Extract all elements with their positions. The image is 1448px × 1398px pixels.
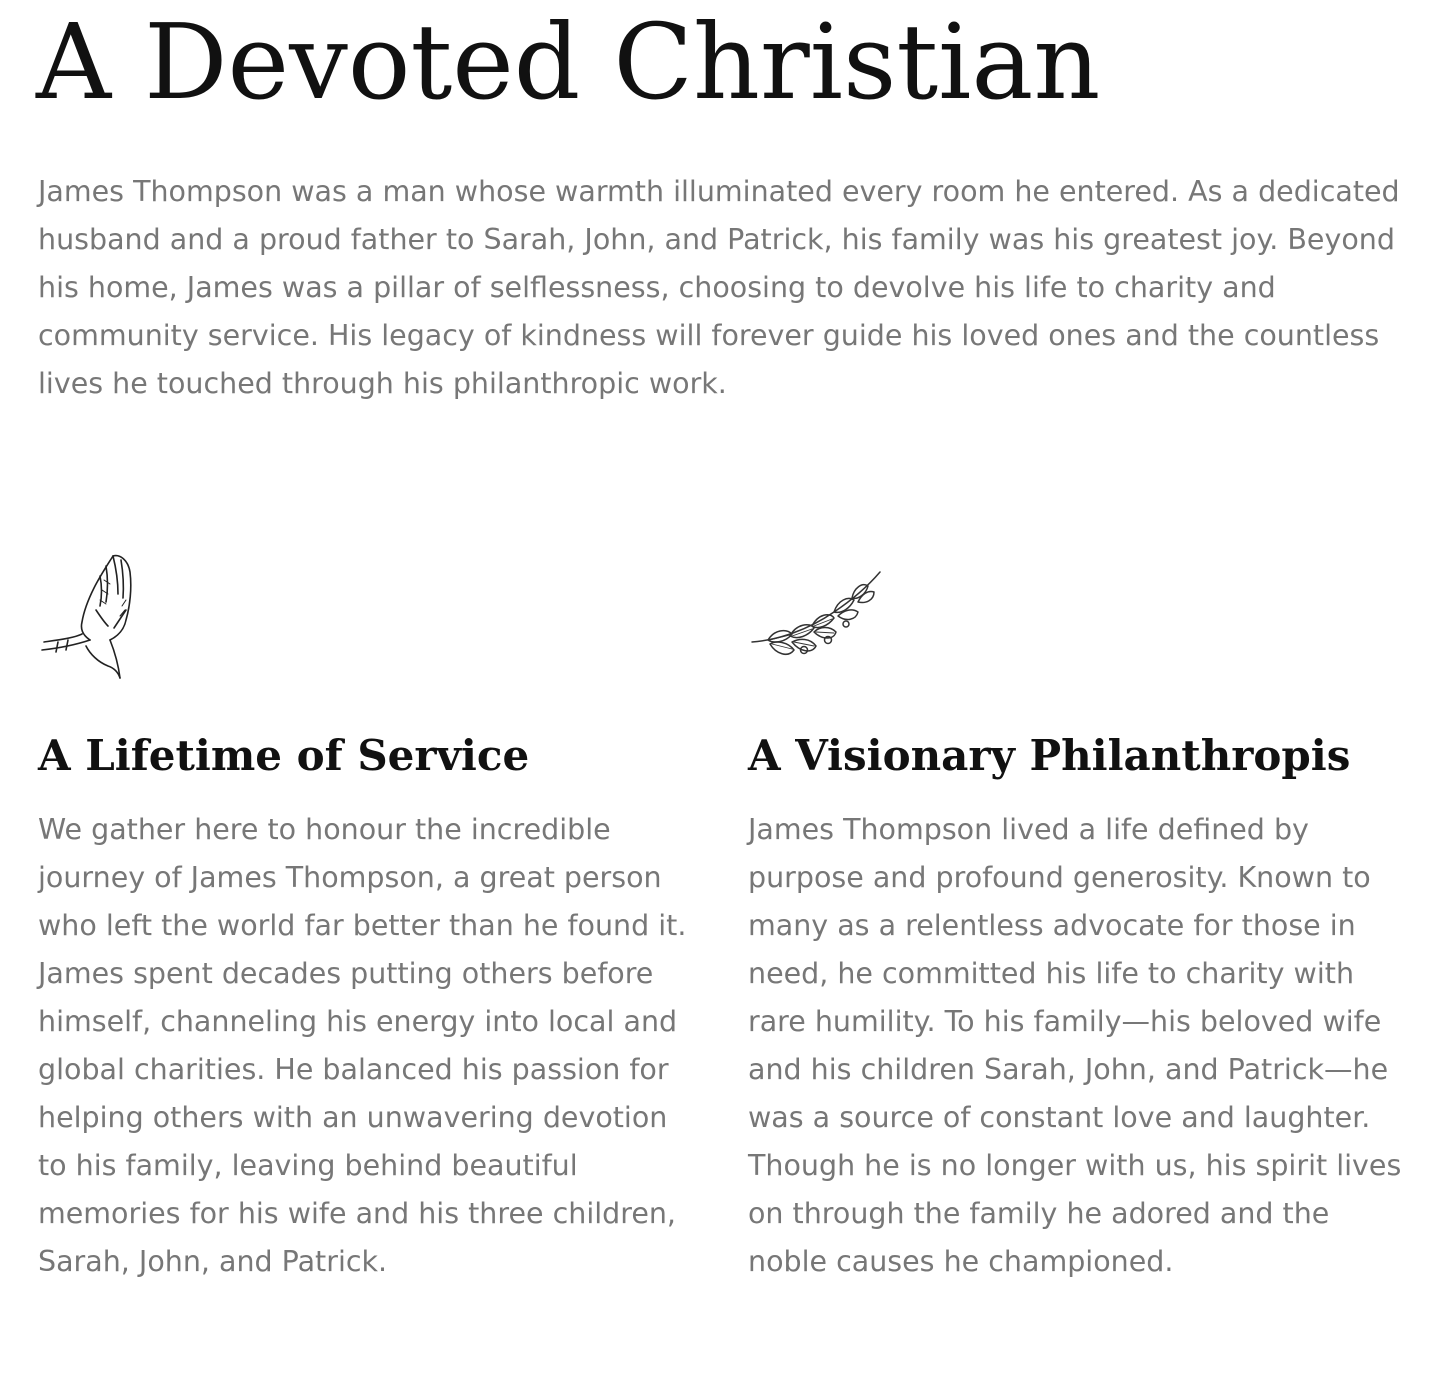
philanthropist-title: A Visionary Philanthropis	[748, 731, 1351, 780]
page-title: A Devoted Christian	[36, 1, 1101, 123]
service-paragraph: We gather here to honour the incredible journey of James Thompson, a great person who left the world far better than he found it. James spent decades putting others before himself, channeling his energy into local and global charities. He balanced his passion for helping others with an unwavering devotion to his family, leaving behind beautiful memories for his wife and his three children, Sarah, John, and Patrick.	[38, 813, 687, 1278]
intro-paragraph: James Thompson was a man whose warmth illuminated every room he entered. As a dedicated husband and a proud father to Sarah, John, and Patrick, his family was his greatest joy. Beyond his home, James was a pillar of selflessness, choosing to devolve his life to charity and community service. His legacy of kindness will forever guide his loved ones and the countless lives he touched through his philanthropic work.	[38, 175, 1400, 400]
service-title: A Lifetime of Service	[38, 731, 530, 780]
praying-hands-icon	[38, 550, 138, 682]
olive-branch-icon	[748, 550, 888, 682]
service-column	[38, 550, 698, 1278]
philanthropist-column	[748, 550, 1408, 1278]
philanthropist-paragraph: James Thompson lived a life defined by purpose and profound generosity. Known to many as a relentless advocate for those in need, he committed his life to charity with rare humility. To his family—his beloved wife and his children Sarah, John, and Patrick—he was a source of constant love and laughter. Though he is no longer with us, his spirit lives on through the family he adored and the noble causes he championed.	[748, 813, 1402, 1278]
